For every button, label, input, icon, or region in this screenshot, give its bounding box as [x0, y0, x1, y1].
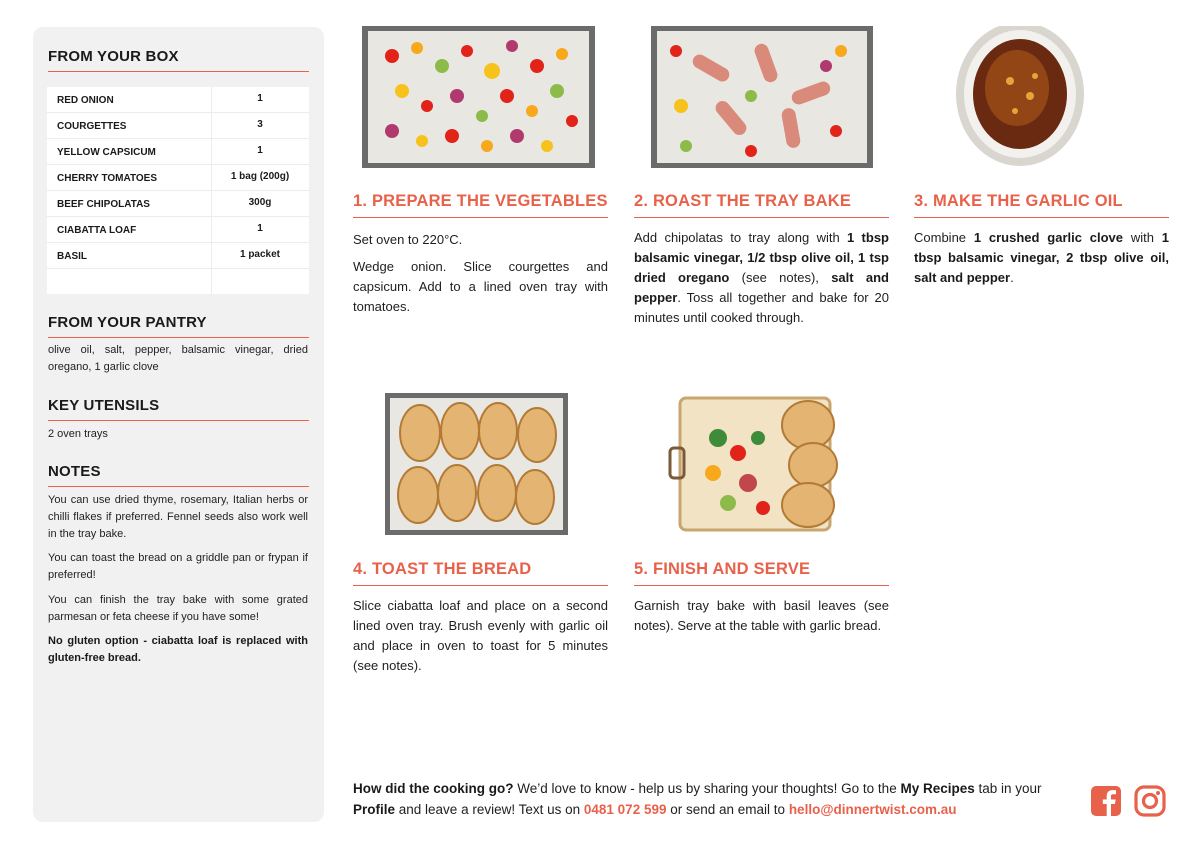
utensils-heading: KEY UTENSILS	[48, 397, 309, 421]
ingredient-name: RED ONION	[57, 95, 114, 106]
ingredient-name: BEEF CHIPOLATAS	[57, 199, 150, 210]
from-box-table	[47, 87, 309, 294]
pantry-text: olive oil, salt, pepper, balsamic vinegar, dried oregano, 1 garlic clove	[48, 344, 308, 373]
note-item: You can toast the bread on a griddle pan or frypan if preferred!	[48, 552, 308, 581]
step-3-text: Combine 1 crushed garlic clove with 1 tbsp balsamic vinegar, 2 tbsp olive oil, salt and pepper.	[914, 230, 1169, 285]
table-row	[47, 191, 309, 217]
ingredient-qty: 1	[257, 93, 263, 104]
instagram-icon[interactable]	[1134, 785, 1166, 817]
ingredient-name: COURGETTES	[57, 121, 127, 132]
note-item: You can finish the tray bake with some grated parmesan or feta cheese if you have some!	[48, 594, 308, 623]
step-1-text-prep: Wedge onion. Slice courgettes and capsicum. Add to a lined oven tray with tomatoes.	[353, 259, 608, 314]
ingredient-qty: 1	[257, 223, 263, 234]
table-row	[47, 113, 309, 139]
ingredient-qty: 1 packet	[239, 249, 281, 260]
roasting-vegetables-photo	[362, 26, 595, 168]
ingredient-name: BASIL	[57, 251, 87, 262]
garlic-oil-bowl-photo	[955, 26, 1085, 168]
step-4-title: 4. TOAST THE BREAD	[353, 560, 608, 586]
step-3-title: 3. MAKE THE GARLIC OIL	[914, 192, 1169, 218]
table-row	[47, 139, 309, 165]
facebook-icon[interactable]	[1090, 785, 1122, 817]
ingredients-sidebar	[33, 27, 324, 822]
table-row	[47, 165, 309, 191]
table-row	[47, 217, 309, 243]
gluten-note: No gluten option - ciabatta loaf is replaced with gluten-free bread.	[48, 635, 308, 664]
pantry-heading: FROM YOUR PANTRY	[48, 314, 309, 338]
step-1-text-oven: Set oven to 220°C.	[353, 232, 463, 247]
feedback-footer: How did the cooking go? We’d love to know - help us by sharing your thoughts! Go to the My Recipes tab in your Profile and leave a review! Text us on 0481 072 599 or send an email to hello@dinnertwist.com.au	[353, 781, 1042, 817]
step-5-title: 5. FINISH AND SERVE	[634, 560, 889, 586]
served-dish-photo	[668, 393, 850, 535]
email-link[interactable]: hello@dinnertwist.com.au	[788, 802, 957, 817]
ingredient-qty: 300g	[248, 197, 272, 208]
ingredient-qty: 1 bag (200g)	[230, 171, 290, 182]
phone-link[interactable]: 0481 072 599	[583, 802, 667, 817]
toasted-bread-photo	[385, 393, 568, 535]
note-item: You can use dried thyme, rosemary, Italian herbs or chilli flakes if preferred. Fennel seeds also work well in the tray bake.	[48, 494, 308, 540]
table-row	[47, 87, 309, 113]
ingredient-name: CIABATTA LOAF	[57, 225, 137, 236]
ingredient-qty: 3	[257, 119, 263, 130]
from-box-heading: FROM YOUR BOX	[48, 48, 309, 72]
step-1-title: 1. PREPARE THE VEGETABLES	[353, 192, 608, 218]
table-row	[47, 243, 309, 269]
step-2-title: 2. ROAST THE TRAY BAKE	[634, 192, 889, 218]
utensils-text: 2 oven trays	[48, 428, 108, 440]
step-4-text: Slice ciabatta loaf and place on a second lined oven tray. Brush evenly with garlic oil and place in oven to toast for 5 minutes (see notes).	[353, 598, 608, 673]
step-2-text: Add chipolatas to tray along with 1 tbsp balsamic vinegar, 1/2 tbsp olive oil, 1 tsp dried oregano (see notes), salt and pepper. Toss all together and bake for 20 minutes until cooked through.	[634, 230, 889, 325]
ingredient-name: CHERRY TOMATOES	[57, 173, 158, 184]
tray-bake-photo	[651, 26, 873, 168]
ingredient-name: YELLOW CAPSICUM	[57, 147, 156, 158]
notes-heading: NOTES	[48, 463, 309, 487]
step-5-text: Garnish tray bake with basil leaves (see notes). Serve at the table with garlic bread.	[634, 598, 889, 633]
ingredient-qty: 1	[257, 145, 263, 156]
